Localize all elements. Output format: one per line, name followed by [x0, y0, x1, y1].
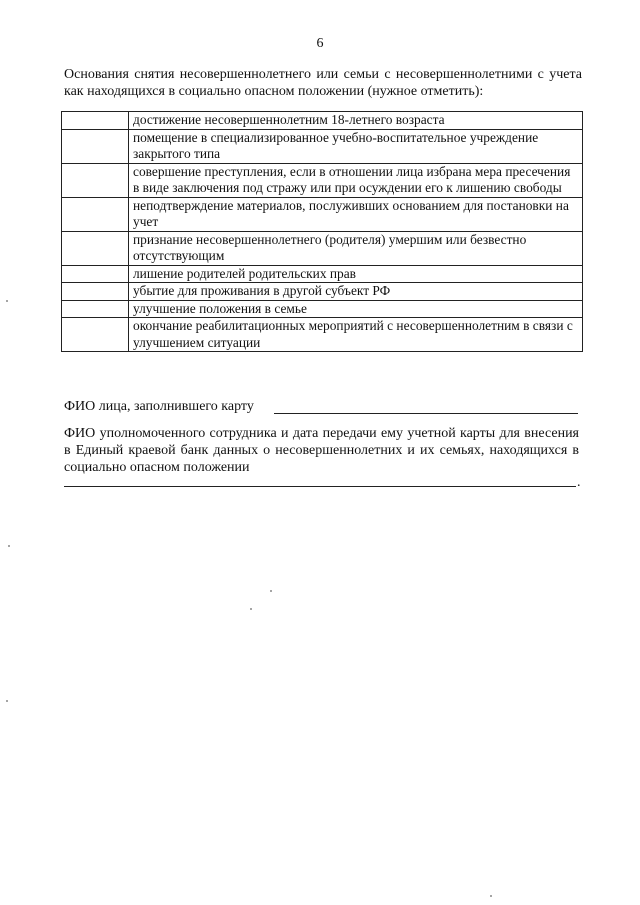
officer-name-date-field[interactable] [64, 486, 576, 487]
scan-speck [270, 590, 272, 592]
scan-speck [6, 700, 8, 702]
scan-speck [6, 300, 8, 302]
reason-row [62, 265, 583, 283]
filler-label: ФИО лица, заполнившего карту [64, 399, 254, 414]
reason-row [62, 129, 583, 163]
reason-checkbox-cell[interactable] [62, 283, 129, 301]
intro-paragraph: Основания снятия несовершеннолетнего или семьи с несовершеннолетними с учета как находящихся в социально опасном положении (нужное отметить): [64, 67, 582, 99]
reason-checkbox-cell[interactable] [62, 163, 129, 197]
reason-text: помещение в специализированное учебно-воспитательное учреждение закрытого типа [129, 129, 583, 163]
scan-speck [8, 545, 10, 547]
reason-checkbox-cell[interactable] [62, 112, 129, 130]
reason-text: лишение родителей родительских прав [129, 265, 583, 283]
reason-text: неподтверждение материалов, послуживших основанием для постановки на учет [129, 197, 583, 231]
scan-speck [250, 608, 252, 610]
reason-checkbox-cell[interactable] [62, 231, 129, 265]
reason-text: окончание реабилитационных мероприятий с несовершеннолетним в связи с улучшением ситуации [129, 318, 583, 352]
reason-row [62, 231, 583, 265]
reason-text: убытие для проживания в другой субъект РФ [129, 283, 583, 301]
officer-label: ФИО уполномоченного сотрудника и дата передачи ему учетной карты для внесения в Единый краевой банк данных о несовершеннолетних и их семьях, находящихся в социально опасном положении [64, 426, 579, 475]
filler-name-field[interactable] [274, 413, 578, 414]
end-mark: . [577, 475, 581, 490]
reason-text: совершение преступления, если в отношении лица избрана мера пресечения в виде заключения под стражу или при осуждении его к лишению свободы [129, 163, 583, 197]
reason-checkbox-cell[interactable] [62, 300, 129, 318]
reason-row [62, 300, 583, 318]
reason-row [62, 112, 583, 130]
reason-row [62, 163, 583, 197]
reason-checkbox-cell[interactable] [62, 318, 129, 352]
reason-checkbox-cell[interactable] [62, 129, 129, 163]
reason-row [62, 197, 583, 231]
reason-checkbox-cell[interactable] [62, 197, 129, 231]
reasons-table [61, 111, 583, 352]
reason-row [62, 318, 583, 352]
reason-text: признание несовершеннолетнего (родителя) умершим или безвестно отсутствующим [129, 231, 583, 265]
reason-row [62, 283, 583, 301]
reason-text: улучшение положения в семье [129, 300, 583, 318]
scan-speck [490, 895, 492, 897]
reason-text: достижение несовершеннолетним 18-летнего возраста [129, 112, 583, 130]
page-number: 6 [316, 36, 324, 51]
reason-checkbox-cell[interactable] [62, 265, 129, 283]
